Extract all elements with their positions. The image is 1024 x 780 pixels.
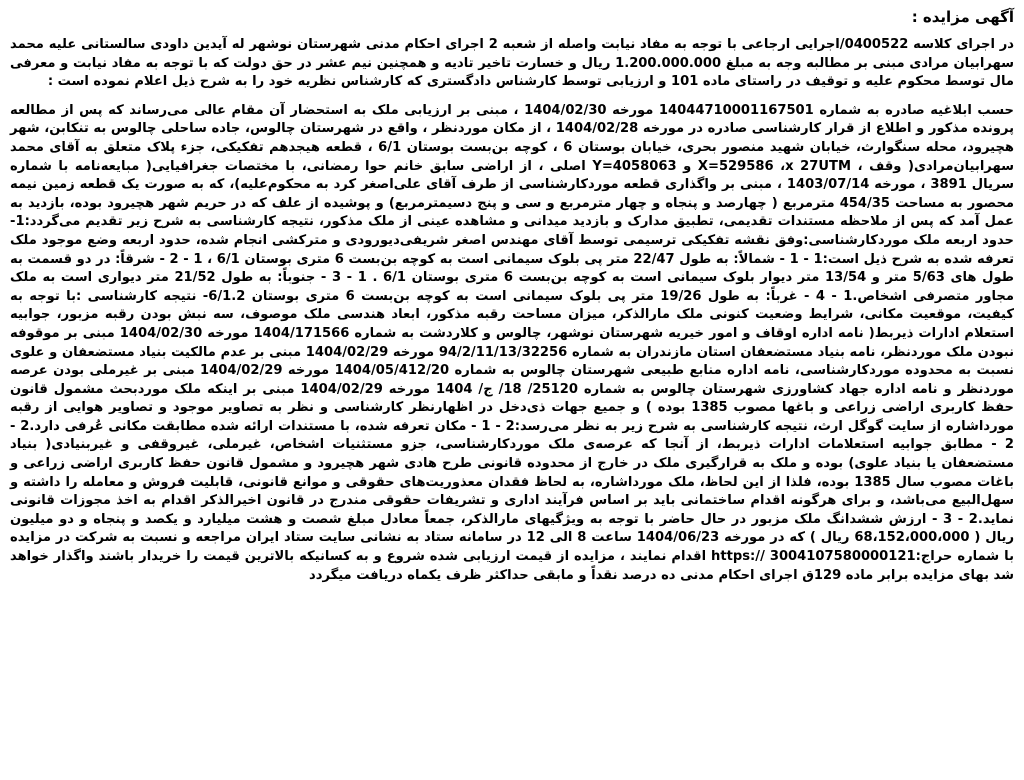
notice-body-paragraph: حسب ابلاغیه صادره به شماره 14044710001167501 مورخه 1404/02/30 ، مبنی بر ارزیابی ملک به استحضار آن مقام عالی می‌رساند که پس از مطالعه پرونده مذکور و اطلاع از قرار کارشناسی صادره در مورخه 1404/02/28 ، از مکان موردنظر ، واقع در شهرستان چالوس، جاده ساحلی چالوس به تنکابن، شهر هچیرود، محله سنگوارث، خیابان شهید منصور بحری، خیابان بوستان 6 ، کوچه بن‌بست بوستان 6/1 ، قطعه هیجدهم تفکیکی، جزء پلاک متعلق به آقای محمد سهرابیان‌مرادی( وقف ، X=529586 ،x 27UTM و Y=4058063 اصلی ، از اراضی سابق خانم حوا رمضانی، با مختصات جغرافیایی( مبایعه‌نامه با شماره سریال 3891 ، مورخه 1403/07/14 ، مبنی بر واگذاری قطعه موردکارشناسی از طرف آقای علی‌اصغر کرد به محکوم‌علیه)، که به صورت یک قطعه زمین نیمه محصور به مساحت 454/35 مترمربع ( چهارصد و پنجاه و چهار مترمربع و سی و پنج دسیمترمربع) و پوشیده از علف که در حریم شهر هچیرود بوده، بازدید به عمل آمد که پس از ملاحظه مستندات تقدیمی، تطبیق مدارک و بازدید میدانی و مشاهده عینی از ملک مذکور، نتیجه کارشناسی به شرح زیر تقدیم می‌گردد:1- حدود اربعه ملک موردکارشناسی:وفق نقشه تفکیکی ترسیمی توسط آقای مهندس اصغر شریفی‌دیورودی و مترکشی انجام شده، حدود اربعه وضع موجود ملک تعرفه شده به شرح ذیل است:1 - 1 - شمالاً: به طول 22/47 متر پی بلوک سیمانی است به کوچه بن‌بست 6 متری بوستان 6/1 ، 1 - 2 - شرقاً: در دو قسمت به طول های 5/63 متر و 13/54 متر دیوار بلوک سیمانی است به کوچه بن‌بست 6 متری بوستان 6/1 . 1 - 3 - جنوباً: به طول 21/52 متر دیواری است به ملک مجاور متصرفی اشخاص.1 - 4 - غرباً: به طول 19/26 متر پی بلوک سیمانی است به کوچه بن‌بست 6 متری بوستان 6/1.2- نتیجه کارشناسی :با توجه به کیفیت، موقعیت مکانی، شرایط وضعیت کنونی ملک مارالذکر، میزان مساحت رقبه مذکور، ابعاد هندسی ملک موصوف، سه نبش بودن رقبه مزبور، جوابیه استعلام ادارات ذیربط( نامه اداره اوقاف و امور خیریه شهرستان نوشهر، چالوس و کلاردشت به شماره 1404/171566 مورخه 1404/02/30 مبنی بر موقوفه نبودن ملک موردنظر، نامه بنیاد مستضعفان استان مازندران به شماره 94/2/11/13/32256 مورخه 1404/02/29 مبنی بر عدم مالکیت بنیاد مستضعفان و علوی نسبت به محدوده موردکارشناسی، نامه اداره منابع طبیعی شهرستان چالوس به شماره 1404/05/412/20 مورخه 1404/02/29 مبنی بر غیرملی بودن عرصه موردنظر و نامه اداره جهاد کشاورزی شهرستان چالوس به شماره 25120/ 18/ ج/ 1404 مورخه 1404/02/29 مبنی بر اینکه ملک موردبحث مشمول قانون حفظ کاربری اراضی زراعی و باغها مصوب 1385 بوده ) و جمیع جهات ذی‌دخل در اظهارنظر کارشناسی و نظر به تصاویر موجود و تصاویر هوایی از رقبه مورداشاره از سایت گوگل ارث، نتیجه کارشناسی به شرح زیر به نظر می‌رسد:2 - 1 - مکان تعرفه شده، با مستندات ارائه شده مطابقت مکانی عُرفی دارد.2 - 2 - مطابق جوابیه استعلامات ادارات ذیربط، از آنجا که عرصه‌ی ملک موردکارشناسی، جزو مستثنیات اشخاص، غیرملی، غیروقفی و غیربنیادی( بنیاد مستضعفان یا بنیاد علوی) بوده و ملک به قرارگیری ملک در خارج از محدوده قانونی طرح هادی شهر هچیرود و مشمول قانون حفظ کاربری اراضی زراعی و باغات مصوب سال 1385 بوده، فلذا از این لحاظ، ملک مورداشاره، به لحاظ فقدان معذوریت‌های حقوقی و موانع قانونی، قابلیت فروش و معامله را داشته و سهل‌البیع می‌باشد، و برای هرگونه اقدام ساختمانی باید بر اساس فرآیند اداری و تشریفات حقوقی مندرج در قانون اخیرالذکر اقدام به اخذ مجوزات قانونی نماید.2 - 3 - ارزش ششدانگ ملک مزبور در حال حاضر با توجه به ویژگیهای مارالذکر، جمعاً معادل مبلغ شصت و هشت میلیارد و یکصد و پنجاه و دو میلیون ریال ( 68،152،000،000 ریال ) که در مورخه 1404/06/23 ساعت 8 الی 12 در سامانه ستاد به نشانی سایت ستاد ایران مراجعه و نسبت به شرکت در مزایده با شماره حراج:https:// 3004107580000121 اقدام نمایند ، مزایده از قیمت ارزیابی شده شروع و به کسانیکه بالاترین قیمت را خریدار باشند واگذار خواهد شد بهای مزایده برابر ماده 129ق اجرای احکام مدنی ده درصد نقداً و مابقی حداکثر ظرف یکماه دریافت میگردد [10, 102, 1015, 583]
notice-heading: آگهی مزایده : [911, 8, 1014, 26]
notice-intro-paragraph: در اجرای کلاسه 0400522/اجرایی ارجاعی با توجه به مفاد نیابت واصله از شعبه 2 اجرای احکام مدنی شهرستان نوشهر له آیدین داودی سالستانی علیه محمد سهرابیان مرادی مبنی بر مطالبه وجه به مبلغ 1.200.000.000 ریال و خسارت تاخیر تادیه و همچنین نیم عشر در حق دولت که با توجه به مفاد نیابت و معرفی مال توسط محکوم علیه و توقیف در راستای ماده 101 و ارزیابی توسط کارشناس دادگستری که کارشناس نظریه خود را به شرح ذیل اعلام نموده است : [10, 37, 1015, 90]
